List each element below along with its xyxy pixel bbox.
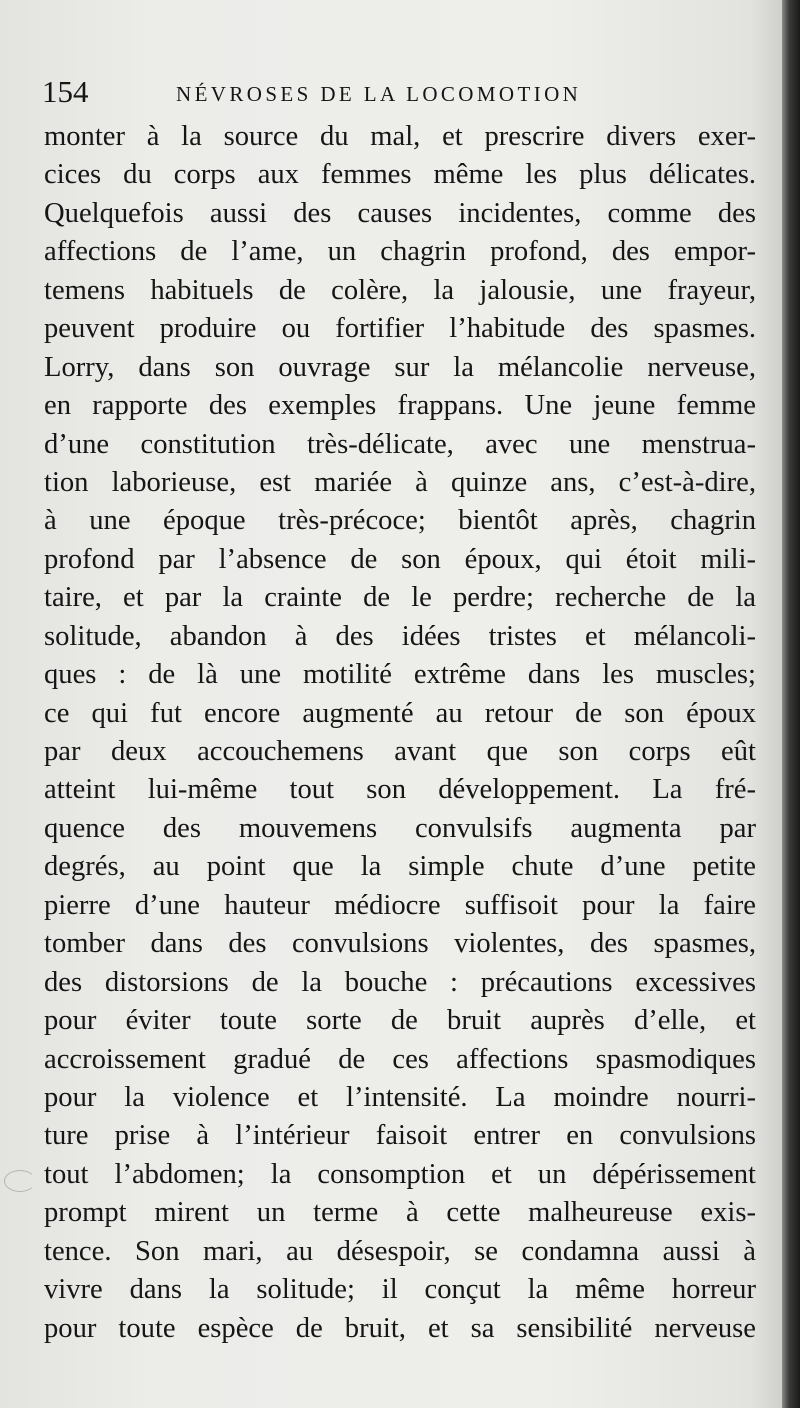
running-title: NÉVROSES DE LA LOCOMOTION (176, 82, 582, 106)
text-line: affections de l’ame, un chagrin profond, des empor- (44, 236, 756, 268)
text-line: pierre d’une hauteur médiocre suffisoit pour la faire (44, 889, 756, 921)
text-line: pour éviter toute sorte de bruit auprès d’elle, et (44, 1005, 756, 1037)
page-number: 154 (42, 74, 89, 109)
text-line: prompt mirent un terme à cette malheureuse exis- (44, 1197, 756, 1229)
text-line: atteint lui-même tout son développement. La fré- (44, 774, 756, 806)
body-paragraph (44, 118, 756, 1348)
text-line: tout l’abdomen; la consomption et un dépérissement (44, 1158, 756, 1190)
text-line: d’une constitution très-délicate, avec une menstrua- (44, 428, 756, 460)
text-line: à une époque très-précoce; bientôt après, chagrin (44, 505, 756, 537)
paper-mark (4, 1170, 36, 1192)
text-line: ce qui fut encore augmenté au retour de son époux (44, 697, 756, 729)
text-line: Lorry, dans son ouvrage sur la mélancolie nerveuse, (44, 351, 756, 383)
text-line: solitude, abandon à des idées tristes et mélancoli- (44, 620, 756, 652)
text-line: ture prise à l’intérieur faisoit entrer en convulsions (44, 1120, 756, 1152)
text-line: ques : de là une motilité extrême dans les muscles; (44, 659, 756, 691)
text-line: par deux accouchemens avant que son corps eût (44, 736, 756, 767)
book-gutter-shadow (782, 0, 800, 1408)
text-line: taire, et par la crainte de le perdre; recherche de la (44, 582, 756, 614)
text-line: des distorsions de la bouche : précautions excessives (44, 966, 756, 998)
text-line: peuvent produire ou fortifier l’habitude des spasmes. (44, 313, 756, 345)
page-header (42, 72, 762, 116)
text-line: vivre dans la solitude; il conçut la même horreur (44, 1274, 756, 1306)
text-line: degrés, au point que la simple chute d’une petite (44, 851, 756, 883)
text-line: quence des mouvemens convulsifs augmenta par (44, 812, 756, 844)
text-line: profond par l’absence de son époux, qui étoit mili- (44, 543, 756, 575)
text-line: monter à la source du mal, et prescrire divers exer- (44, 121, 756, 152)
text-line: pour la violence et l’intensité. La moindre nourri- (44, 1081, 756, 1113)
text-line: tomber dans des convulsions violentes, des spasmes, (44, 928, 756, 960)
text-line: pour toute espèce de bruit, et sa sensibilité nerveuse (44, 1312, 756, 1344)
text-line: tence. Son mari, au désespoir, se condamna aussi à (44, 1235, 756, 1267)
text-line: accroissement gradué de ces affections spasmodiques (44, 1043, 756, 1075)
text-line: temens habituels de colère, la jalousie, une frayeur, (44, 274, 756, 306)
text-line: cices du corps aux femmes même les plus délicates. (44, 159, 756, 191)
text-line: en rapporte des exemples frappans. Une jeune femme (44, 390, 756, 422)
text-line: tion laborieuse, est mariée à quinze ans, c’est-à-dire, (44, 466, 756, 498)
text-line: Quelquefois aussi des causes incidentes, comme des (44, 197, 756, 229)
